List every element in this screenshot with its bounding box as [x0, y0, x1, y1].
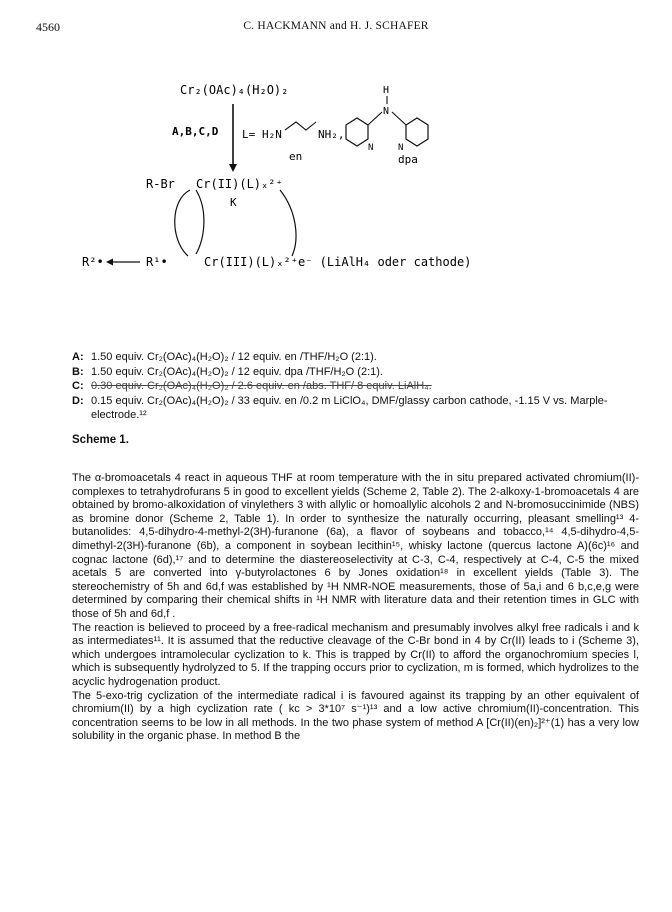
- methods-label: A,B,C,D: [172, 125, 219, 138]
- en-chain: [285, 122, 316, 130]
- alkyl-bromide: R-Br: [146, 177, 175, 191]
- scheme-drawing: [0, 60, 672, 320]
- condition-text: 1.50 equiv. Cr₂(OAc)₄(H₂O)₂ / 12 equiv. dpa /THF/H₂O (2:1).: [91, 365, 383, 378]
- radical-arrowhead: [106, 259, 113, 266]
- paragraph: The α-bromoacetals 4 react in aqueous THF at room temperature with the in situ prepared activated chromium(II)-complexes to tetrahydrofurans 5 in good to excellent yields (Scheme 2, Table 2). The 2-alkoxy-1-bromoacetals 4 are obtained by bromo-alkoxidation of vinylethers 3 with allylic or homoallylic alcohols 2 and N-bromosuccinimide (NBS) as bromine donor (Scheme 2, Table 1). In order to synthesize the naturally occurring, pleasant smelling¹³ 4-butanolides: 4,5-dihydro-4-methyl-2(3H)-furanone (6a), a flavor of soybeans and tobacco,¹⁴ 4,5-dihydro-4,5-dimethyl-2(3H)-furanone (6b), a component in soybean lecithin¹⁵, whisky lactone (quercus lactone A)(6c)¹⁶ and cognac lactone (6d),¹⁷ and to determine the diastereoselectivity at C-3, C-4, respectively at C-4, C-5 the mixed acetals 5 are converted into γ-butyrolactones 6 by Jones oxidation¹⁸ in excellent yields (Table 3). The stereochemistry of 5h and 6d,f was established by ¹H NMR-NOE measurements, those of 5a,i and 6 b,c,e,g were determined by comparing their chemical shifts in ¹H NMR with literature data and their retention times in GLC with those of 5h and 6d,f .: [72, 472, 639, 620]
- condition-label: D:: [72, 394, 84, 407]
- condition-label: A:: [72, 351, 84, 363]
- en-label: en: [289, 150, 303, 163]
- dpa-ring-n-right: N: [398, 143, 404, 153]
- condition-text: 0.30 equiv. Cr₂(OAc)₄(H₂O)₂ / 2.6 equiv. en /abs. THF/ 8 equiv. LiAlH₄.: [91, 380, 432, 392]
- paragraph: The reaction is believed to proceed by a free-radical mechanism and presumably involves alkyl free radicals i and k as intermediates¹¹. It is assumed that the reductive cleavage of the C-Br bond in 4 by Cr(II) leads to i (Scheme 3), which undergoes intramolecular cyclization to k. This is trapped by Cr(II) to afford the organochromium species l, which is subsequently hydrolyzed to 5. If the trapping occurs prior to cyclization, m is formed, which hydrolizes to the acyclic hydrogenation product.: [72, 621, 639, 688]
- pyridine-ring-left: [346, 118, 368, 146]
- curve-cr3-to-cr2: [196, 190, 204, 254]
- dpa-n: N: [383, 106, 390, 117]
- curve-bromide-to-radical: [175, 190, 190, 256]
- reaction-scheme: [0, 60, 672, 320]
- scheme-caption: Scheme 1.: [72, 434, 129, 446]
- dpa-label: dpa: [398, 153, 418, 166]
- condition-d: [72, 394, 652, 423]
- en-formula-right: NH₂,: [318, 128, 345, 141]
- electron-source: e⁻ (LiAlH₄ oder cathode): [298, 255, 472, 269]
- running-head: C. HACKMANN and H. J. SCHAFER: [243, 20, 429, 32]
- condition-text: 0.15 equiv. Cr₂(OAc)₄(H₂O)₂ / 33 equiv. en /0.2 m LiClO₄, DMF/glassy carbon cathode, -1.15 V vs. Marple-electrode.¹²: [91, 394, 608, 421]
- body-text: [72, 472, 639, 744]
- condition-a: [72, 350, 652, 365]
- dpa-h: H: [383, 85, 390, 96]
- chromium-iii-species: Cr(III)(L)ₓ²⁺: [204, 255, 298, 269]
- dpa-structure: [346, 85, 428, 153]
- condition-b: [72, 365, 652, 380]
- reaction-conditions: [72, 350, 652, 423]
- radical-r1: R¹•: [146, 255, 168, 269]
- dpa-ring-n-left: N: [368, 143, 374, 153]
- curve-electron-return: [280, 190, 296, 256]
- page-number: 4560: [36, 20, 60, 34]
- condition-text: 1.50 equiv. Cr₂(OAc)₄(H₂O)₂ / 12 equiv. en /THF/H₂O (2:1).: [91, 351, 377, 363]
- chromium-ii-species: Cr(II)(L)ₓ²⁺: [196, 177, 283, 191]
- en-formula-left: H₂N: [262, 128, 282, 141]
- pyridine-ring-right: [406, 118, 428, 146]
- reagent-top: Cr₂(OAc)₄(H₂O)₂: [180, 83, 289, 97]
- condition-c: [72, 379, 652, 394]
- ligand-prefix: L=: [242, 128, 256, 141]
- k-label: K: [230, 196, 237, 209]
- paragraph: The 5-exo-trig cyclization of the intermediate radical i is favoured against its trapping by an other equivalent of chromium(II) by a high cyclization rate ( kc > 3*10⁷ s⁻¹)¹³ and a low active chromium(II)-concentration. This concentration seems to be low in all methods. In the two phase system of method A [Cr(II)(en)₂]²⁺(1) has a very low solubility in the organic phase. In method B the: [72, 689, 639, 743]
- condition-label: C:: [72, 380, 84, 392]
- radical-r2: R²•: [82, 255, 104, 269]
- condition-label: B:: [72, 365, 84, 378]
- reagent-arrowhead: [229, 164, 237, 172]
